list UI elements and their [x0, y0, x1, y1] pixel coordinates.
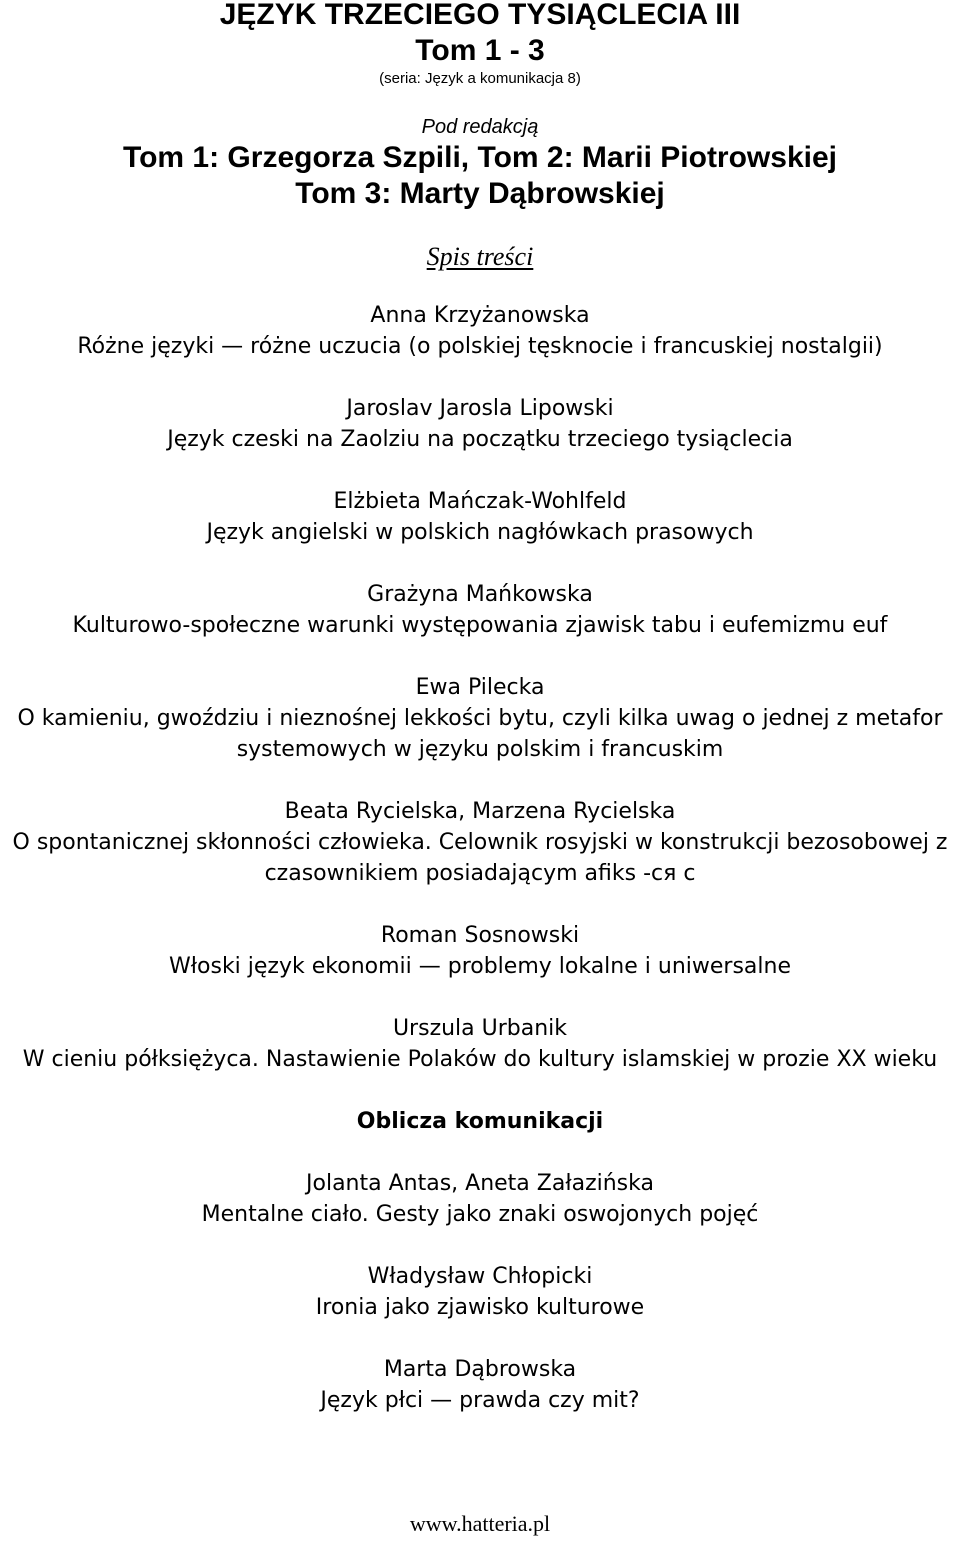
toc-entry	[0, 486, 960, 548]
section-list	[0, 1168, 960, 1416]
toc-heading: Spis treści	[426, 242, 534, 271]
entry-title: Różne języki — różne uczucia (o polskiej tęsknocie i francuskiej nostalgii)	[77, 334, 883, 359]
entry-author: Anna Krzyżanowska	[370, 303, 590, 328]
book-volumes: Tom 1 - 3	[415, 34, 545, 67]
entry-author: Jolanta Antas, Aneta Załazińska	[306, 1171, 654, 1196]
document-header	[0, 0, 960, 212]
book-title: JĘZYK TRZECIEGO TYSIĄCLECIA III	[219, 0, 741, 31]
entry-title: Język czeski na Zaolziu na początku trzeciego tysiąclecia	[167, 427, 793, 452]
toc-entry	[0, 579, 960, 641]
toc-entry	[0, 1354, 960, 1416]
entry-title: Kulturowo-społeczne warunki występowania zjawisk tabu i eufemizmu euf	[72, 613, 888, 638]
toc-entry	[0, 920, 960, 982]
entry-author: Jaroslav Jarosla Lipowski	[346, 396, 614, 421]
series-note: (seria: Język a komunikacja 8)	[379, 70, 581, 87]
entry-author: Roman Sosnowski	[380, 923, 580, 948]
entry-title: Mentalne ciało. Gesty jako znaki oswojonych pojęć	[201, 1202, 759, 1227]
toc-entry	[0, 1013, 960, 1075]
entry-author: Urszula Urbanik	[392, 1016, 568, 1041]
editors-line-1: Tom 1: Grzegorza Szpili, Tom 2: Marii Piotrowskiej	[122, 141, 837, 174]
entry-title: Włoski język ekonomii — problemy lokalne i uniwersalne	[169, 954, 791, 979]
entry-title: W cieniu półksiężyca. Nastawienie Polaków do kultury islamskiej w prozie XX wieku	[22, 1047, 938, 1072]
entry-title-line-1: O kamieniu, gwoździu i nieznośnej lekkości bytu, czyli kilka uwag o jednej z metafor	[17, 706, 943, 731]
entry-author: Władysław Chłopicki	[367, 1264, 593, 1289]
entry-title-line-2: systemowych w języku polskim i francuskim	[236, 737, 724, 762]
toc-entry	[0, 1261, 960, 1323]
entry-author: Elżbieta Mańczak-Wohlfeld	[333, 489, 627, 514]
entry-author: Ewa Pilecka	[415, 675, 545, 700]
editors-line-2: Tom 3: Marty Dąbrowskiej	[295, 177, 665, 210]
entry-title-line-1: O spontanicznej skłonności człowieka. Celownik rosyjski w konstrukcji bezosobowej z	[12, 830, 948, 855]
toc-entry	[0, 393, 960, 455]
entry-title: Język angielski w polskich nagłówkach prasowych	[206, 520, 754, 545]
entry-title: Język płci — prawda czy mit?	[320, 1388, 640, 1413]
footer-url: www.hatteria.pl	[409, 1511, 551, 1536]
entry-author: Grażyna Mańkowska	[367, 582, 593, 607]
entry-title: Ironia jako zjawisko kulturowe	[315, 1295, 645, 1320]
editor-label: Pod redakcją	[421, 116, 539, 138]
toc-list	[0, 300, 960, 1075]
entry-title-line-2: czasownikiem posiadającym afiks -ся с	[264, 861, 696, 886]
toc-entry	[0, 1168, 960, 1230]
toc-entry	[0, 300, 960, 362]
toc-entry	[0, 796, 960, 889]
section-heading: Oblicza komunikacji	[356, 1109, 604, 1134]
entry-author: Marta Dąbrowska	[383, 1357, 577, 1382]
toc-entry	[0, 672, 960, 765]
entry-author: Beata Rycielska, Marzena Rycielska	[284, 799, 676, 824]
